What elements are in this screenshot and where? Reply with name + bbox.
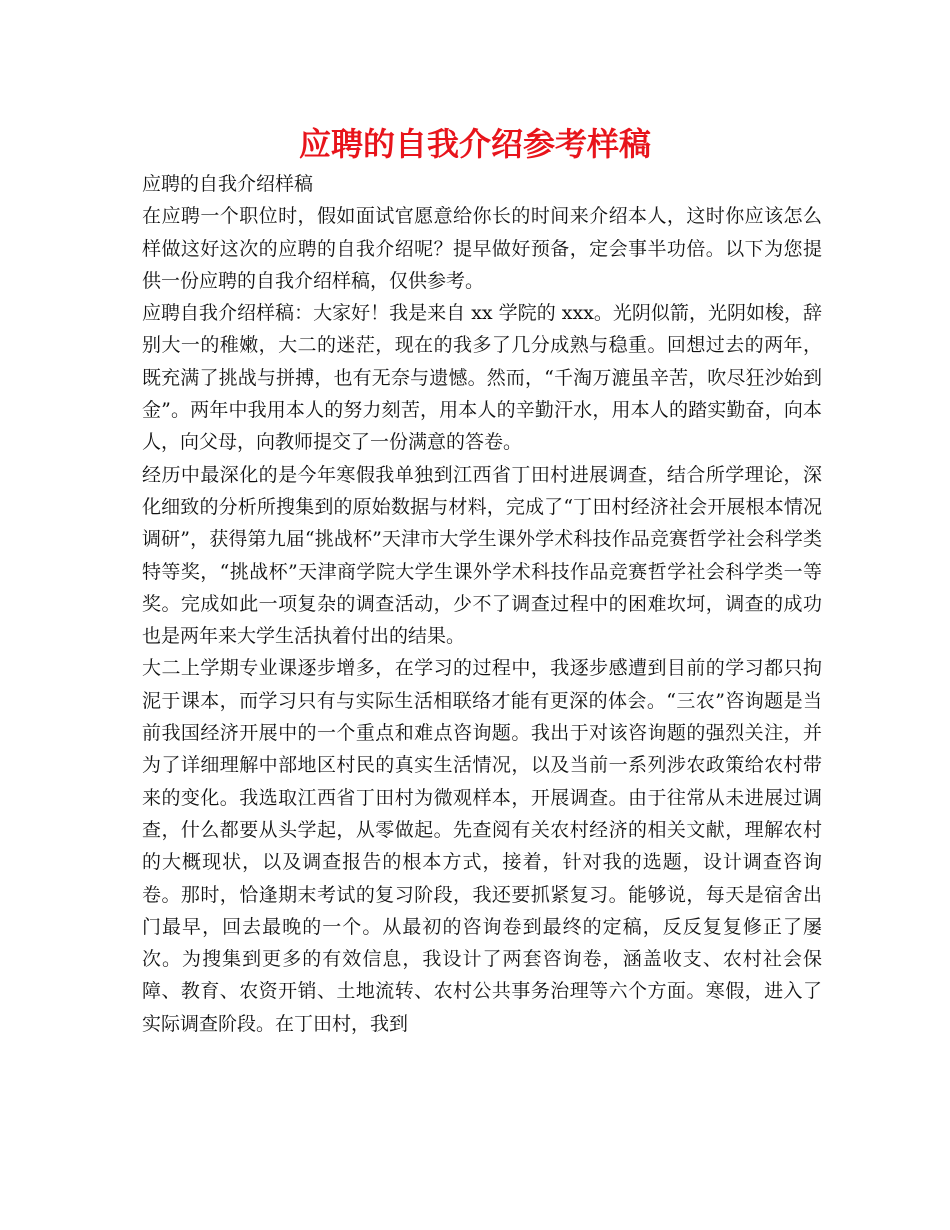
document-body [142, 168, 822, 1040]
document-title: 应聘的自我介绍参考样稿 [298, 125, 651, 163]
paragraph-experience: 经历中最深化的是今年寒假我单独到江西省丁田村进展调查，结合所学理论，深化细致的分析所搜集到的原始数据与材料，完成了“丁田村经济社会开展根本情况调研”，获得第九届“挑战杯”天津市大学生课外学术科技作品竞赛哲学社会科学类特等奖，“挑战杯”天津商学院大学生课外学术科技作品竞赛哲学社会科学类一等奖。完成如此一项复杂的调查活动，少不了调查过程中的困难坎坷，调查的成功也是两年来大学生活执着付出的结果。 [142, 463, 822, 648]
paragraph-intro: 在应聘一个职位时，假如面试官愿意给你长的时间来介绍本人，这时你应该怎么样做这好这次的应聘的自我介绍呢？提早做好预备，定会事半功倍。以下为您提供一份应聘的自我介绍样稿，仅供参考。 [142, 205, 822, 292]
paragraph-study: 大二上学期专业课逐步增多，在学习的过程中，我逐步感遭到目前的学习都只拘泥于课本，而学习只有与实际生活相联络才能有更深的体会。“三农”咨询题是当前我国经济开展中的一个重点和难点咨询题。我出于对该咨询题的强烈关注，并为了详细理解中部地区村民的真实生活情况，以及当前一系列涉农政策给农村带来的变化。我选取江西省丁田村为微观样本，开展调查。由于往常从未进展过调查，什么都要从头学起，从零做起。先查阅有关农村经济的相关文献，理解农村的大概现状，以及调查报告的根本方式，接着，针对我的选题，设计调查咨询卷。那时，恰逢期末考试的复习阶段，我还要抓紧复习。能够说，每天是宿舍出门最早，回去最晚的一个。从最初的咨询卷到最终的定稿，反反复复修正了屡次。为搜集到更多的有效信息，我设计了两套咨询卷，涵盖收支、农村社会保障、教育、农资开销、土地流转、农村公共事务治理等六个方面。寒假，进入了实际调查阶段。在丁田村，我到 [142, 657, 822, 1035]
paragraph-greeting: 应聘自我介绍样稿：大家好！我是来自 xx 学院的 xxx。光阴似箭，光阴如梭，辞别大一的稚嫩，大二的迷茫，现在的我多了几分成熟与稳重。回想过去的两年，既充满了挑战与拼搏，也有无奈与遗憾。然而，“千淘万漉虽辛苦，吹尽狂沙始到金”。两年中我用本人的努力刻苦，用本人的辛勤汗水，用本人的踏实勤奋，向本人，向父母，向教师提交了一份满意的答卷。 [142, 302, 822, 454]
paragraph-subtitle: 应聘的自我介绍样稿 [142, 173, 314, 195]
